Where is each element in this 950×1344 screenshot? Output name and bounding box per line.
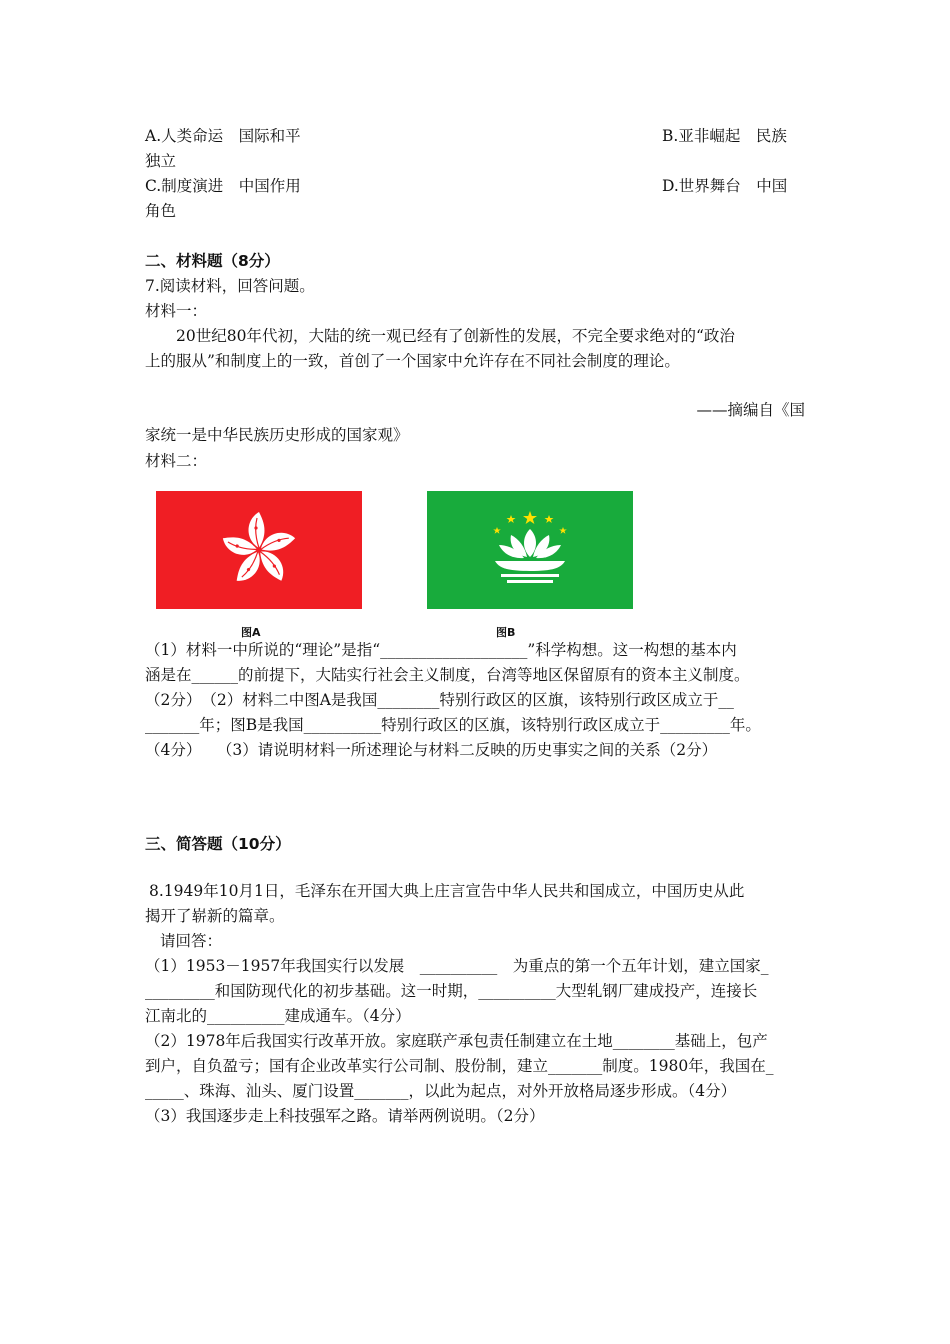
q8-part1-line-2: _________和国防现代化的初步基础。这一时期，__________大型轧钢厂建成投产，连接长 <box>145 982 758 1000</box>
question-8-line-1: 8.1949年10月1日，毛泽东在开国大典上庄言宣告中华人民共和国成立，中国历史从此 <box>149 882 745 900</box>
option-c-cont: 角色 <box>145 202 177 220</box>
q8-part2-line-1: （2）1978年后我国实行改革开放。家庭联产承包责任制建立在土地________基础上，包产 <box>145 1032 768 1050</box>
question-8-prompt: 请回答： <box>160 932 223 950</box>
option-c: C.制度演进 中国作用 <box>145 177 301 195</box>
source-line: ——摘编自《国 <box>696 401 805 419</box>
material-1-text: 20世纪80年代初，大陆的统一观已经有了创新性的发展，不完全要求绝对的“政治 <box>176 327 735 345</box>
q8-part2-line-3: _____、珠海、汕头、厦门设置_______，以此为起点，对外开放格局逐步形成。（4分） <box>145 1082 737 1100</box>
option-a: A.人类命运 国际和平 <box>145 127 301 145</box>
option-b: B.亚非崛起 民族 <box>662 127 787 145</box>
q8-part1-line-1: （1）1953－1957年我国实行以发展 __________ 为重点的第一个五年计划，建立国家_ <box>145 957 769 975</box>
q8-part3: （3）我国逐步走上科技强军之路。请举两例说明。（2分） <box>145 1107 545 1125</box>
section2-heading: 二、材料题（8分） <box>145 252 280 270</box>
q7-part-line-2: 涵是在______的前提下，大陆实行社会主义制度，台湾等地区保留原有的资本主义制度。 <box>145 666 750 684</box>
caption-figure-b: 图B <box>496 626 516 639</box>
option-a-cont: 独立 <box>145 152 177 170</box>
material-2-label: 材料二： <box>145 452 208 470</box>
material-1-text-cont: 上的服从”和制度上的一致，首创了一个国家中允许存在不同社会制度的理论。 <box>145 352 680 370</box>
hong-kong-flag <box>156 491 362 609</box>
question-8-line-2: 揭开了崭新的篇章。 <box>145 907 285 925</box>
source-line-cont: 家统一是中华民族历史形成的国家观》 <box>145 426 409 444</box>
q7-part-line-3: （2分） （2）材料二中图A是我国________特别行政区的区旗，该特别行政区成立于__ <box>145 691 734 709</box>
caption-figure-a: 图A <box>241 626 261 639</box>
section3-heading: 三、简答题（10分） <box>145 835 291 853</box>
q8-part2-line-2: 到户，自负盈亏；国有企业改革实行公司制、股份制，建立_______制度。1980年，我国在_ <box>145 1057 774 1075</box>
q8-part1-line-3: 江南北的__________建成通车。（4分） <box>145 1007 411 1025</box>
option-d: D.世界舞台 中国 <box>662 177 788 195</box>
material-1-label: 材料一： <box>145 302 208 320</box>
q7-part-line-5: （4分） （3）请说明材料一所述理论与材料二反映的历史事实之间的关系（2分） <box>145 741 718 759</box>
macau-flag <box>427 491 633 609</box>
q7-part-line-4: _______年；图B是我国__________特别行政区的区旗，该特别行政区成立于_________年。 <box>145 716 761 734</box>
question-7: 7.阅读材料，回答问题。 <box>145 277 315 295</box>
q7-part-line-1: （1）材料一中所说的“理论”是指“___________________”科学构想。这一构想的基本内 <box>145 641 737 659</box>
